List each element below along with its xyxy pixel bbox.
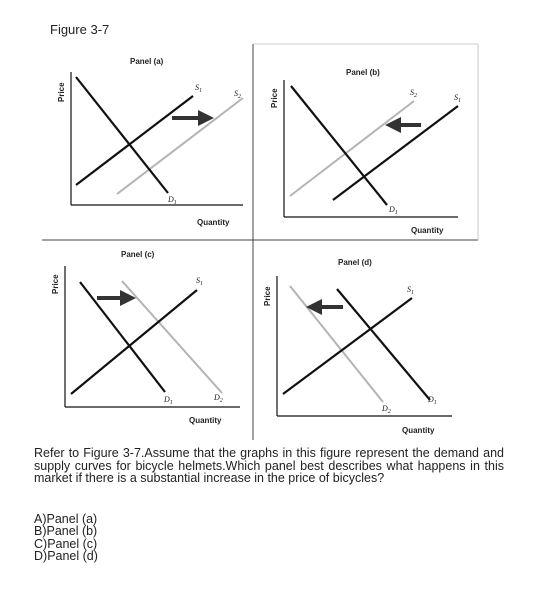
panel-b-xlabel: Quantity [411,226,444,235]
panel-d [263,258,452,435]
panel-c [51,250,240,425]
panel-a-label-s1: $S_1$ [195,83,202,94]
panel-a-supply-s2 [117,98,243,194]
panel-b-supply-s2 [290,101,414,196]
option-c[interactable]: C)Panel (c) [34,536,98,551]
answer-options [34,513,98,562]
panel-c-xlabel: Quantity [189,416,222,425]
panel-a-xlabel: Quantity [197,218,230,227]
option-b[interactable]: B)Panel (b) [34,524,98,539]
panel-a-label-d1: $D_1$ [168,195,177,206]
panel-d-label-s1: $S_1$ [407,285,414,296]
panel-b-title: Panel (b) [346,68,380,77]
panel-c-title: Panel (c) [121,250,155,259]
panel-c-ylabel: Price [51,274,60,294]
panel-d-xlabel: Quantity [402,426,435,435]
panel-d-demand-d2 [290,286,383,402]
panel-b-demand-d1 [291,86,387,205]
option-a[interactable]: A)Panel (a) [34,512,98,526]
panel-c-label-s1: $S_1$ [196,276,203,287]
panel-a [57,57,243,227]
panel-b-label-d1: $D_1$ [389,205,398,216]
question-text: Refer to Figure 3-7.Assume that the graphs in this figure represent the demand and supply curves for bicycle helmets.Which panel best describes what happens in this market if there is a substantial increase in the price of bicycles? [34,446,504,485]
panel-d-label-d1: $D_1$ [428,395,437,406]
panel-c-supply-s1 [71,290,197,394]
panel-d-label-d2: $D_2$ [382,404,391,415]
panel-d-title: Panel (d) [338,258,372,267]
panel-a-label-s2: $S_2$ [234,89,241,100]
panel-c-label-d1: $D_1$ [164,395,173,406]
figure-title: Figure 3-7 [50,22,110,37]
panel-a-ylabel: Price [57,82,66,102]
panel-c-demand-d2 [122,281,222,393]
panel-a-title: Panel (a) [130,57,164,66]
panel-c-label-d2: $D_2$ [214,393,223,404]
panel-d-supply-s1 [283,298,412,394]
panel-d-ylabel: Price [263,286,272,306]
panel-b [270,68,461,235]
panel-b-label-s1: $S_1$ [454,93,461,104]
panel-b-label-s2: $S_2$ [410,88,417,99]
panel-a-supply-s1 [76,96,193,185]
panel-b-supply-s1 [333,106,458,200]
option-d[interactable]: D)Panel (d) [34,548,98,563]
panel-b-ylabel: Price [270,88,279,108]
